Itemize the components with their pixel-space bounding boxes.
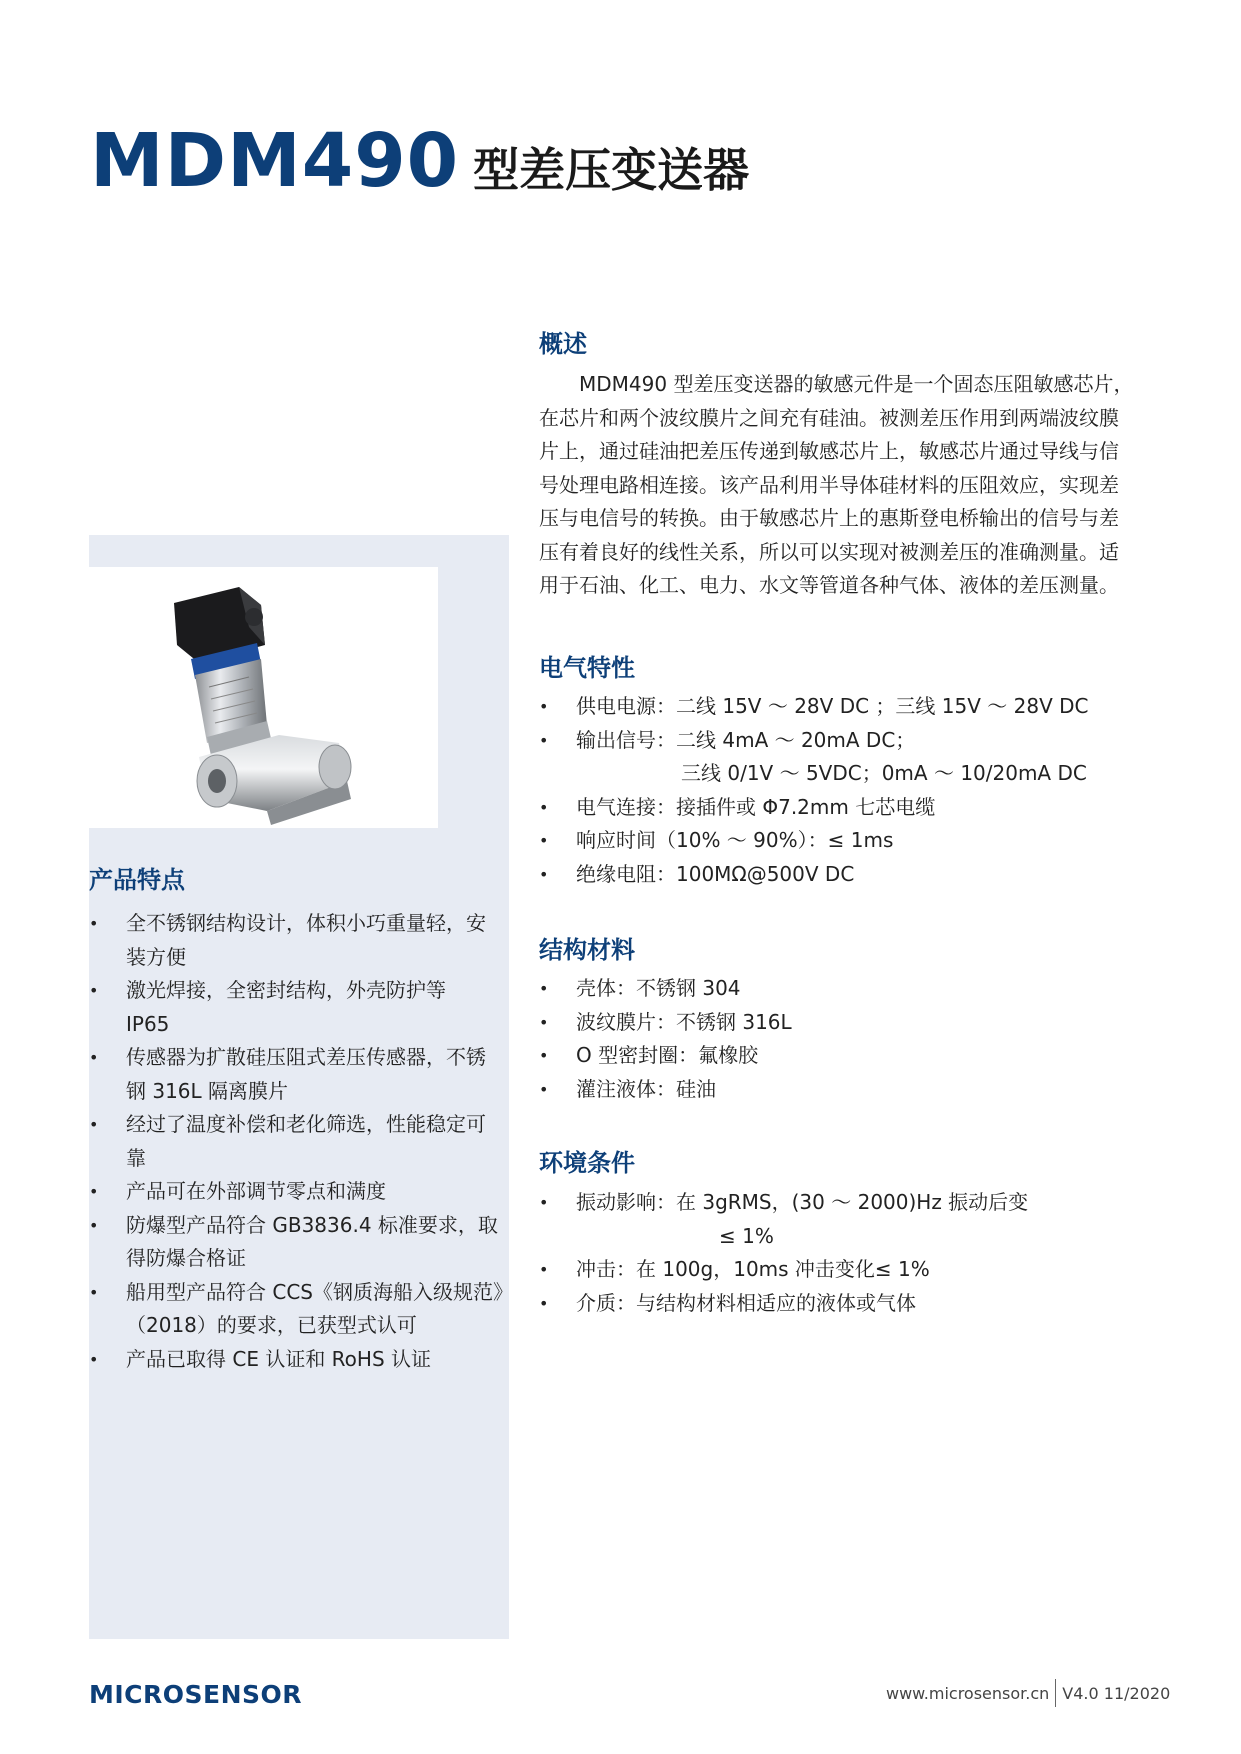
list-item: • 波纹膜片：不锈钢 316L: [539, 1006, 792, 1040]
footer-info: [886, 1679, 1170, 1707]
list-item: • 船用型产品符合 CCS《钢质海船入级规范》 （2018）的要求，已获型式认可: [89, 1276, 513, 1343]
brand-logo: MICROSENSOR: [89, 1680, 303, 1709]
footer-divider: [1055, 1679, 1056, 1707]
list-item: • 防爆型产品符合 GB3836.4 标准要求，取 得防爆合格证: [89, 1209, 513, 1276]
list-item: • 响应时间（10% ～ 90%）：≤ 1ms: [539, 824, 1088, 858]
features-list: [89, 907, 513, 1376]
list-item: • 产品已取得 CE 认证和 RoHS 认证: [89, 1343, 513, 1377]
list-item: • 供电电源：二线 15V ～ 28V DC ；三线 15V ～ 28V DC: [539, 690, 1088, 724]
list-item: • 绝缘电阻：100MΩ@500V DC: [539, 858, 1088, 892]
electrical-heading: 电气特性: [539, 654, 635, 682]
list-item: • 输出信号：二线 4mA ～ 20mA DC； 三线 0/1V ～ 5VDC；0mA ～ 10/20mA DC: [539, 724, 1088, 791]
list-item: • 振动影响：在 3gRMS，(30 ～ 2000)Hz 振动后变 ≤ 1%: [539, 1186, 1028, 1253]
page-title: [90, 118, 749, 208]
list-item: • 传感器为扩散硅压阻式差压传感器，不锈 钢 316L 隔离膜片: [89, 1041, 513, 1108]
environment-heading: 环境条件: [539, 1149, 635, 1177]
title-product-name: 型差压变送器: [473, 143, 750, 197]
list-item: • 冲击：在 100g，10ms 冲击变化≤ 1%: [539, 1253, 1028, 1287]
materials-list: [539, 972, 792, 1106]
list-item: • 电气连接：接插件或 Φ7.2mm 七芯电缆: [539, 791, 1088, 825]
environment-list: [539, 1186, 1028, 1320]
list-item: • 壳体：不锈钢 304: [539, 972, 792, 1006]
list-item: • 全不锈钢结构设计，体积小巧重量轻，安 装方便: [89, 907, 513, 974]
overview-paragraph: MDM490 型差压变送器的敏感元件是一个固态压阻敏感芯片， 在芯片和两个波纹膜片之间充有硅油。被测差压作用到两端波纹膜 片上，通过硅油把差压传递到敏感芯片上，敏感芯片通过导线与信 号处理电路相连接。该产品利用半导体硅材料的压阻效应，实现差 压与电信号的转换。由于敏感芯片上的惠斯登电桥输出的信号与差 压有着良好的线性关系，所以可以实现对被测差压的准确测量。适 用于石油、化工、电力、水文等管道各种气体、液体的差压测量。: [539, 372, 1134, 597]
materials-heading: 结构材料: [539, 936, 635, 964]
pressure-transmitter-image: [89, 567, 438, 828]
version-text: V4.0 11/2020: [1062, 1683, 1171, 1703]
list-item: • 产品可在外部调节零点和满度: [89, 1175, 513, 1209]
title-model: MDM490: [90, 118, 460, 204]
list-item: • 灌注液体：硅油: [539, 1073, 792, 1107]
overview-heading: 概述: [539, 330, 587, 358]
product-photo: [89, 567, 438, 828]
website-text: www.microsensor.cn: [886, 1683, 1050, 1703]
features-heading: 产品特点: [89, 866, 185, 894]
list-item: • 介质：与结构材料相适应的液体或气体: [539, 1287, 1028, 1321]
list-item: • 经过了温度补偿和老化筛选，性能稳定可 靠: [89, 1108, 513, 1175]
list-item: • 激光焊接，全密封结构，外壳防护等 IP65: [89, 974, 513, 1041]
electrical-list: [539, 690, 1088, 891]
list-item: • O 型密封圈：氟橡胶: [539, 1039, 792, 1073]
